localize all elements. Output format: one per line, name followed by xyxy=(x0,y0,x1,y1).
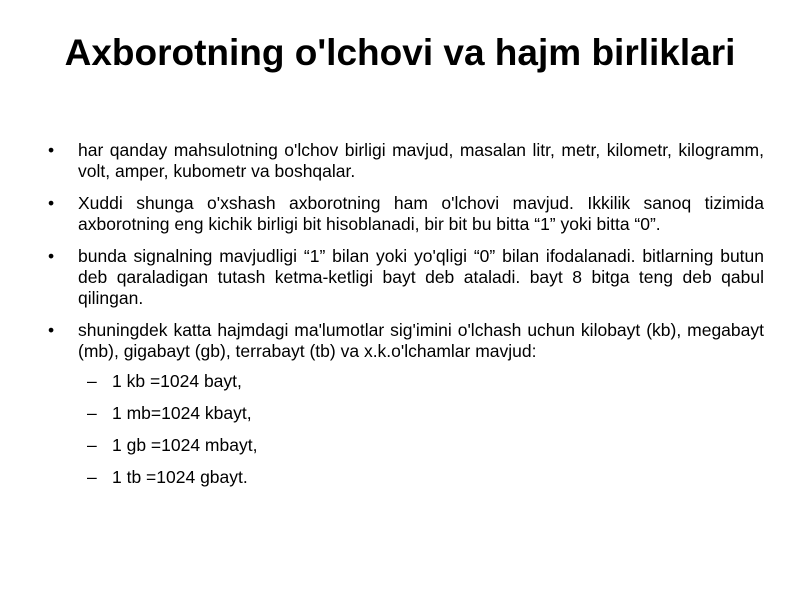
sub-item xyxy=(78,403,764,424)
bullet-item xyxy=(46,140,764,182)
bullet-item xyxy=(46,320,764,488)
sub-item-text: 1 tb =1024 gbayt. xyxy=(112,467,248,487)
bullet-item xyxy=(46,193,764,235)
bullet-marker: • xyxy=(48,193,55,213)
sub-item xyxy=(78,371,764,392)
bullet-text: har qanday mahsulotning o'lchov birligi mavjud, masalan litr, metr, kilometr, kilogramm, volt, amper, kubometr va boshqalar. xyxy=(78,140,764,181)
bullet-item xyxy=(46,246,764,309)
bullet-marker: • xyxy=(48,320,55,340)
bullet-list xyxy=(46,140,764,499)
dash-marker: – xyxy=(87,435,97,455)
bullet-text: shuningdek katta hajmdagi ma'lumotlar sig'imini o'lchash uchun kilobayt (kb), megabayt (mb), gigabayt (gb), terrabayt (tb) va x.k.o'lchamlar mavjud: xyxy=(78,320,764,361)
bullet-text: Xuddi shunga o'xshash axborotning ham o'lchovi mavjud. Ikkilik sanoq tizimida axborotning eng kichik birligi bit hisoblanadi, bir bit bu bitta “1” yoki bitta “0”. xyxy=(78,193,764,234)
dash-marker: – xyxy=(87,403,97,423)
dash-marker: – xyxy=(87,371,97,391)
dash-marker: – xyxy=(87,467,97,487)
bullet-marker: • xyxy=(48,246,55,266)
sub-item-text: 1 kb =1024 bayt, xyxy=(112,371,242,391)
sub-item-text: 1 mb=1024 kbayt, xyxy=(112,403,252,423)
bullet-marker: • xyxy=(48,140,55,160)
sub-item xyxy=(78,435,764,456)
sub-item xyxy=(78,467,764,488)
sub-item-text: 1 gb =1024 mbayt, xyxy=(112,435,258,455)
bullet-text: bunda signalning mavjudligi “1” bilan yoki yo'qligi “0” bilan ifodalanadi. bitlarning butun deb qaraladigan tutash ketma-ketligi bayt deb ataladi. bayt 8 bitga teng deb qabul qilingan. xyxy=(78,246,764,308)
unit-sublist xyxy=(78,371,764,488)
slide-title: Axborotning o'lchovi va hajm birliklari xyxy=(64,32,736,73)
